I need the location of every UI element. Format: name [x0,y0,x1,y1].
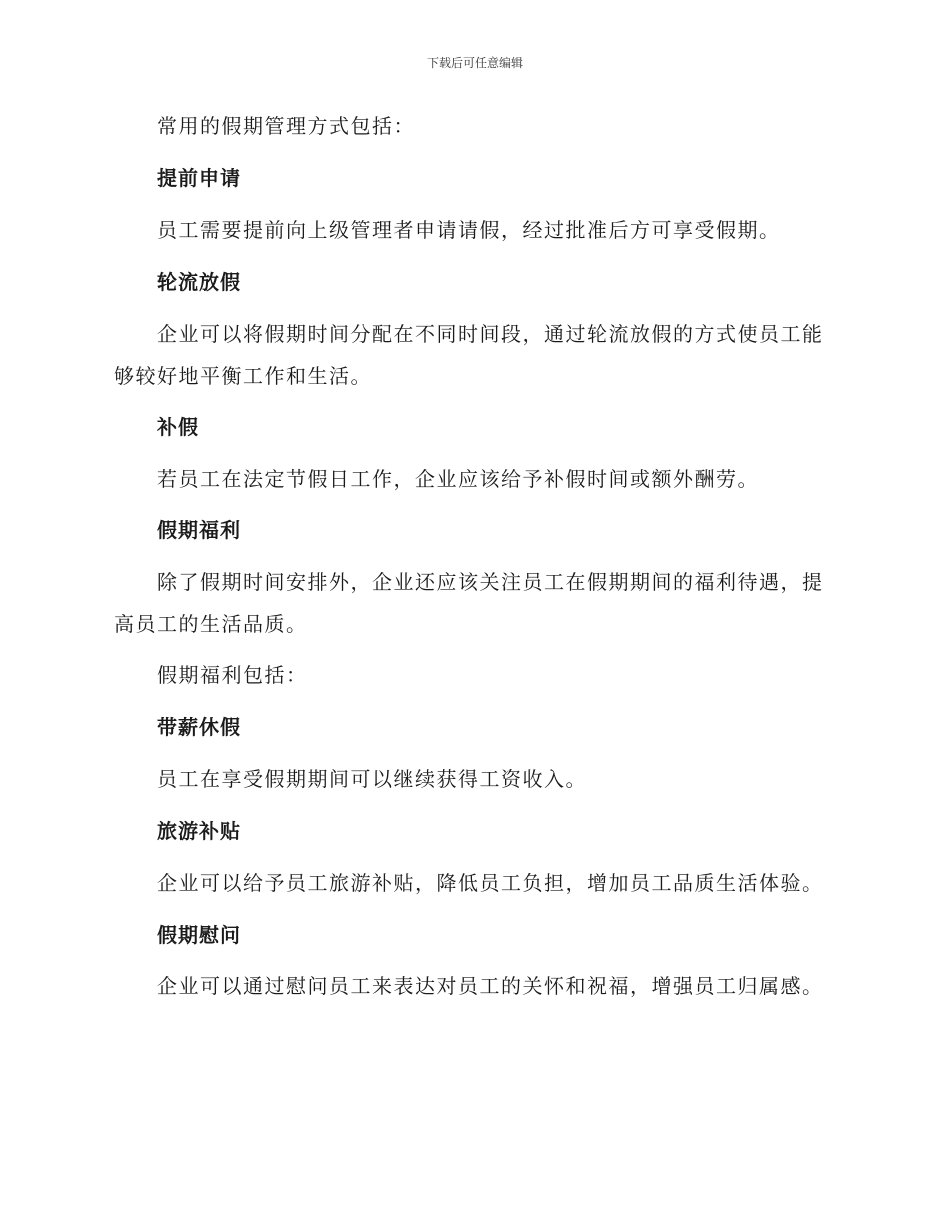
section-heading-rotating-leave: 轮流放假 [157,270,241,294]
section-heading-compensatory-leave: 补假 [157,415,199,439]
section-heading-advance-application: 提前申请 [157,166,241,190]
paragraph-holiday-greetings: 企业可以通过慰问员工来表达对员工的关怀和祝福，增强员工归属感。 [157,974,824,998]
section-heading-travel-subsidy: 旅游补贴 [157,819,241,843]
section-heading-holiday-benefits: 假期福利 [157,518,241,542]
paragraph-compensatory-leave: 若员工在法定节假日工作，企业应该给予补假时间或额外酬劳。 [157,467,759,491]
paragraph-rotating-leave: 企业可以将假期时间分配在不同时间段，通过轮流放假的方式使员工能够较好地平衡工作和生活。 [114,322,824,388]
intro-benefits-paragraph: 假期福利包括： [157,663,308,687]
header-note: 下载后可任意编辑 [426,56,523,70]
section-heading-paid-leave: 带薪休假 [157,715,241,739]
paragraph-holiday-benefits: 除了假期时间安排外，企业还应该关注员工在假期期间的福利待遇，提高员工的生活品质。 [114,570,824,636]
paragraph-advance-application: 员工需要提前向上级管理者申请请假，经过批准后方可享受假期。 [157,218,781,242]
section-heading-holiday-greetings: 假期慰问 [157,923,241,947]
intro-paragraph: 常用的假期管理方式包括： [157,114,415,138]
paragraph-travel-subsidy: 企业可以给予员工旅游补贴，降低员工负担，增加员工品质生活体验。 [157,871,824,895]
paragraph-paid-leave: 员工在享受假期期间可以继续获得工资收入。 [157,767,587,791]
